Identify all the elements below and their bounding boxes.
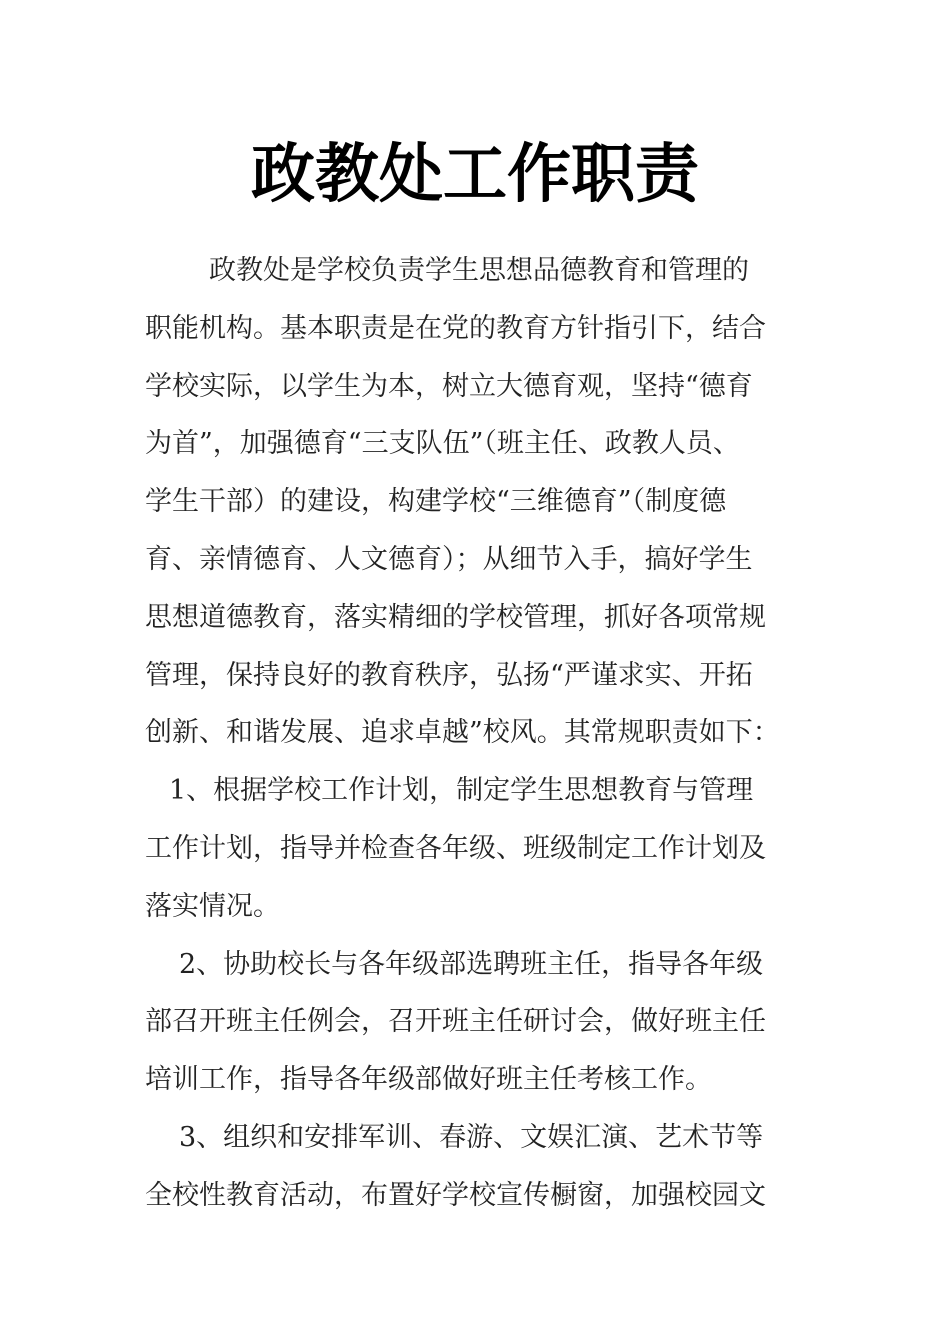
paragraph-line: 政教处是学校负责学生思想品德教育和管理的 [209, 255, 749, 286]
paragraph-line: 为首”，加强德育“三支队伍”（班主任、政教人员、 [145, 428, 740, 460]
document-body [145, 242, 815, 1225]
paragraph-line: 学校实际，以学生为本，树立大德育观，坚持“德育 [145, 370, 753, 402]
paragraph-line: 管理，保持良好的教育秩序，弘扬“严谨求实、开拓 [145, 659, 753, 691]
paragraph-line: 学生干部）的建设，构建学校“三维德育”（制度德 [145, 486, 727, 518]
paragraph-line: 思想道德教育，落实精细的学校管理，抓好各项常规 [145, 601, 766, 633]
paragraph-line: 职能机构。基本职责是在党的教育方针指引下，结合 [145, 312, 766, 344]
list-item-line: 3、组织和安排军训、春游、文娱汇演、艺术节等 [179, 1121, 764, 1153]
list-item-line: 1、根据学校工作计划，制定学生思想教育与管理 [169, 775, 754, 807]
paragraph-line: 育、亲情德育、人文德育）；从细节入手，搞好学生 [145, 543, 753, 575]
list-item-line: 全校性教育活动，布置好学校宣传橱窗，加强校园文 [145, 1179, 766, 1211]
list-item-line: 落实情况。 [145, 890, 280, 922]
list-item-line: 工作计划，指导并检查各年级、班级制定工作计划及 [145, 832, 766, 864]
list-item-line: 2、协助校长与各年级部选聘班主任，指导各年级 [179, 948, 764, 980]
list-item-line: 部召开班主任例会，召开班主任研讨会，做好班主任 [145, 1006, 766, 1038]
paragraph-line: 创新、和谐发展、追求卓越”校风。其常规职责如下： [145, 717, 780, 749]
document-title: 政教处工作职责 [251, 138, 699, 212]
list-item-line: 培训工作，指导各年级部做好班主任考核工作。 [145, 1064, 712, 1096]
